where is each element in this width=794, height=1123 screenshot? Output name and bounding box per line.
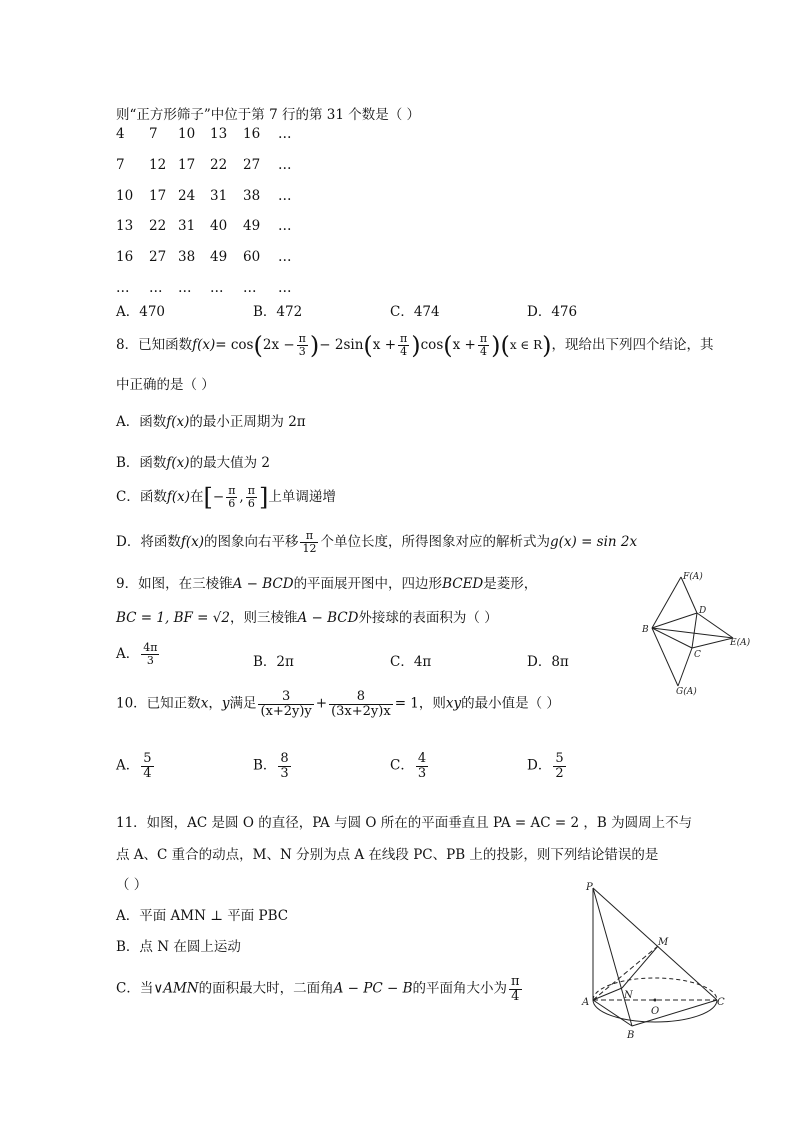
q9-line2: BC = 1, BF = √2，则三棱锥A − BCD外接球的表面积为（ ）: [116, 610, 498, 626]
grid-cell: 31: [210, 187, 228, 204]
grid-cell: 38: [243, 187, 261, 204]
edge-pb: [593, 888, 632, 1026]
option-fraction: $\frac{8}{3}$: [280, 751, 289, 781]
label-d: D: [699, 606, 707, 616]
label-e: E(A): [730, 638, 751, 648]
grid-cell: …: [149, 279, 163, 296]
q7-option-d: D．476: [527, 304, 578, 320]
q11-option-c: C．当∨AMN的面积最大时，二面角A − PC − B的平面角大小为 $\frac{\pi}{4}$: [116, 974, 520, 1004]
edge-pc: [593, 888, 717, 1000]
grid-cell: …: [278, 279, 292, 296]
grid-cell: 13: [210, 126, 228, 142]
grid-cell: 22: [210, 156, 228, 173]
grid-cell: 24: [178, 187, 196, 204]
label-b: B: [627, 1030, 635, 1040]
label-b: B: [642, 625, 649, 635]
grid-cell: 10: [116, 187, 134, 204]
q8-option-a: A．函数f(x)的最小正周期为 2π: [116, 414, 306, 430]
q10-frac-2: $\frac{8}{(3x+2y)x}$: [331, 689, 391, 719]
q9-option-d: D．8π: [527, 654, 569, 670]
grid-cell: 49: [210, 249, 228, 266]
edge-bc: [652, 628, 692, 648]
grid-cell: …: [243, 279, 257, 296]
edge-fb: [652, 577, 681, 628]
q10-option-c: C． $\frac{4}{3}$: [390, 751, 427, 781]
grid-cell: …: [278, 187, 292, 204]
option-fraction: $\frac{5}{4}$: [143, 751, 152, 781]
q9-net-figure: [638, 568, 758, 696]
grid-cell: 7: [149, 126, 158, 142]
grid-cell: 60: [243, 249, 261, 266]
grid-cell: 38: [178, 249, 196, 266]
q11-line1: 11．如图，AC 是圆 O 的直径，PA 与圆 O 所在的平面垂直且 PA = AC = 2 ，B 为圆周上不与: [116, 815, 693, 831]
label-m: M: [658, 937, 669, 948]
grid-cell: 10: [178, 126, 196, 142]
q10-stem: 10．已知正数x，y满足 $\frac{3}{(x+2y)y}$ + $\frac{8}{(3x+2y)x}$ = 1，则xy的最小值是（ ）: [116, 689, 560, 719]
q8-option-c: C．函数f(x)在[− $\frac{\pi}{6}$ , $\frac{\pi}{6}$ ]上单调递增: [116, 483, 336, 512]
edge-dc: [692, 613, 697, 648]
q8-option-b: B．函数f(x)的最大值为 2: [116, 455, 270, 471]
q10-option-b: B． $\frac{8}{3}$: [253, 751, 289, 781]
q9-line1: 9．如图，在三棱锥A − BCD的平面展开图中，四边形BCED是菱形，: [116, 576, 538, 592]
label-g: G(A): [676, 687, 697, 696]
edge-fd: [681, 577, 697, 613]
q11-option-a: A．平面 AMN ⊥ 平面 PBC: [116, 908, 289, 924]
grid-cell: 16: [116, 249, 134, 266]
grid-cell: …: [278, 218, 292, 235]
label-a: A: [582, 997, 590, 1008]
option-fraction: $\frac{5}{2}$: [555, 751, 564, 781]
q10-option-d: D． $\frac{5}{2}$: [527, 751, 564, 781]
q9-option-c: C．4π: [390, 654, 432, 670]
q7-option-b: B．472: [253, 304, 303, 320]
grid-cell: 7: [116, 156, 125, 173]
edge-an: [593, 988, 622, 1000]
q10-frac-1: $\frac{3}{(x+2y)y}$: [260, 689, 312, 719]
circle-back: [593, 978, 717, 1000]
edge-nm: [622, 946, 658, 988]
grid-cell: …: [278, 249, 292, 266]
grid-cell: 22: [149, 218, 167, 235]
grid-cell: 49: [243, 218, 261, 235]
q7-intro: 则“正方形筛子”中位于第 7 行的第 31 个数是（ ）: [116, 107, 421, 123]
label-f: F(A): [683, 572, 703, 582]
q8-option-d: D．将函数f(x)的图象向右平移 $\frac{\pi}{12}$ 个单位长度，所得图象对应的解析式为g(x) = sin 2x: [116, 529, 638, 555]
label-n: N: [624, 990, 633, 1001]
q11-option-b: B．点 N 在圆上运动: [116, 939, 241, 955]
grid-cell: 31: [178, 218, 196, 235]
grid-cell: 4: [116, 126, 125, 142]
edge-cg: [678, 648, 692, 686]
label-p: P: [586, 882, 593, 893]
grid-cell: 17: [149, 187, 167, 204]
grid-cell: 13: [116, 218, 134, 235]
q11-cone-figure: [578, 880, 728, 1040]
edge-ce: [692, 638, 733, 648]
grid-cell: …: [116, 279, 130, 296]
q11-line3: （ ）: [116, 877, 148, 893]
grid-cell: 16: [243, 126, 261, 142]
q7-option-a: A．470: [116, 304, 166, 320]
q10-option-a: A． $\frac{5}{4}$: [116, 751, 152, 781]
label-c: C: [694, 650, 701, 660]
label-c: C: [717, 997, 725, 1008]
option-fraction: $\frac{4}{3}$: [417, 751, 427, 781]
q7-option-c: C．474: [390, 304, 440, 320]
grid-cell: 27: [149, 249, 167, 266]
grid-cell: …: [278, 156, 292, 173]
center-dot: [654, 999, 657, 1002]
q8-stem-line2: 中正确的是（ ）: [116, 377, 215, 393]
q8-stem-line1: 8．已知函数f(x)= cos(2x − $\frac{\pi}{3}$ )− 2sin(x + $\frac{\pi}{4}$ )cos(x + $\frac{\pi}{4}$ )(x ∈ R)，现给出下列四个结论，其: [116, 331, 714, 360]
grid-cell: 12: [149, 156, 167, 173]
edge-bg: [652, 628, 678, 686]
q9-option-a: A． $\frac{4\pi}{3}$: [116, 641, 158, 667]
label-o: O: [651, 1006, 660, 1017]
grid-cell: 40: [210, 218, 228, 235]
q8-function-formula: = cos(2x − $\frac{\pi}{3}$ )− 2sin(x + $\frac{\pi}{4}$ )cos(x + $\frac{\pi}{4}$ )(x ∈ R): [215, 331, 552, 360]
grid-cell: …: [178, 279, 192, 296]
q9-option-b: B．2π: [253, 654, 294, 670]
q11-line2: 点 A、C 重合的动点，M、N 分别为点 A 在线段 PC、PB 上的投影，则下列结论错误的是: [116, 847, 659, 863]
grid-cell: …: [210, 279, 224, 296]
grid-cell: 17: [178, 156, 196, 173]
grid-cell: 27: [243, 156, 261, 173]
grid-cell: …: [278, 126, 292, 142]
